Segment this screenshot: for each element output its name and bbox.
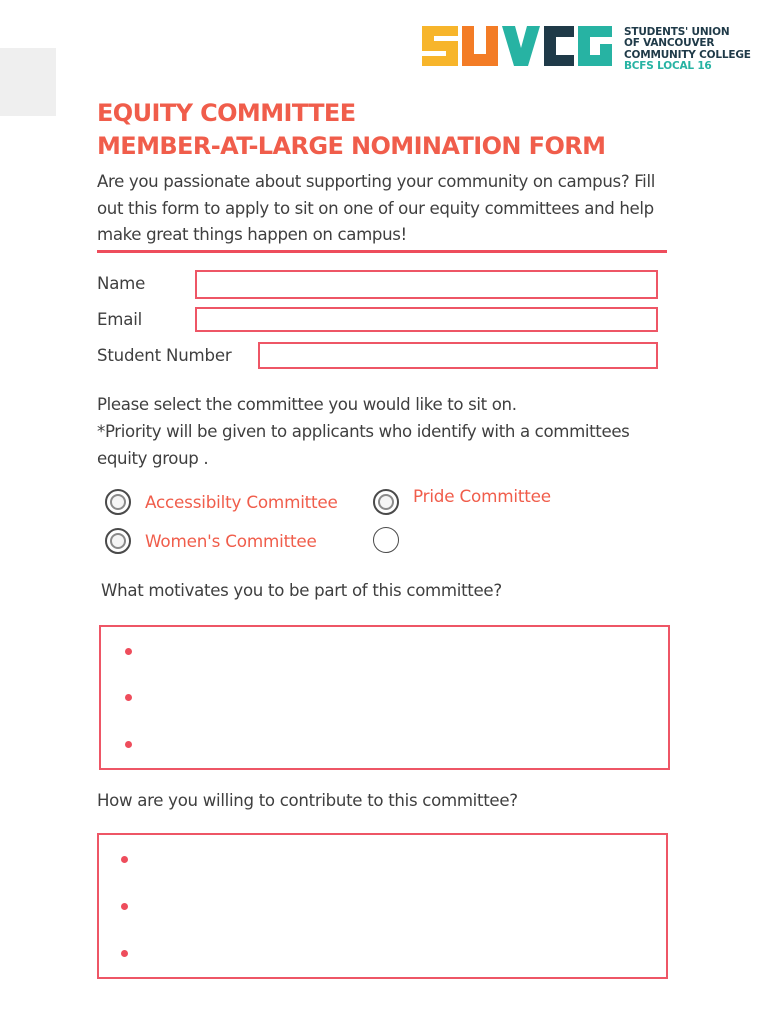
name-field[interactable]: [195, 270, 658, 299]
email-field[interactable]: [195, 307, 658, 332]
title-line-2: MEMBER-AT-LARGE NOMINATION FORM: [97, 132, 606, 160]
motivation-answer-box[interactable]: [99, 625, 670, 770]
logo-text: [624, 27, 751, 73]
other-committee-radio[interactable]: [373, 527, 399, 553]
logo-line-2: OF VANCOUVER: [624, 37, 715, 50]
accessibility-committee-label: Accessibilty Committee: [145, 492, 338, 512]
bullet-icon: [121, 950, 128, 957]
email-label: Email: [97, 310, 143, 329]
intro-divider: [97, 250, 667, 253]
suvcc-logo: [422, 26, 751, 80]
committee-instructions: [97, 391, 657, 472]
suvcc-logo-mark-icon: [422, 26, 614, 66]
corner-tab: [0, 48, 56, 116]
pride-committee-label: Pride Committee: [413, 486, 551, 506]
page-title: [97, 97, 605, 163]
logo-line-1: STUDENTS' UNION: [624, 26, 730, 38]
student-number-label: Student Number: [97, 346, 232, 365]
womens-committee-label: Women's Committee: [145, 531, 317, 551]
logo-local: BCFS LOCAL 16: [624, 60, 712, 73]
bullet-icon: [121, 903, 128, 910]
bullet-icon: [125, 741, 132, 748]
instructions-line-2: *Priority will be given to applicants who identify with a committees equity group .: [97, 422, 630, 468]
accessibility-committee-radio[interactable]: [105, 489, 131, 515]
motivation-question: What motivates you to be part of this committee?: [101, 581, 502, 600]
bullet-icon: [121, 856, 128, 863]
pride-committee-radio[interactable]: [373, 489, 399, 515]
bullet-icon: [125, 694, 132, 701]
contribution-question: How are you willing to contribute to this committee?: [97, 791, 518, 810]
student-number-field[interactable]: [258, 342, 658, 369]
logo-line-3: COMMUNITY COLLEGE: [624, 48, 751, 61]
name-label: Name: [97, 274, 146, 293]
contribution-answer-box[interactable]: [97, 833, 668, 979]
bullet-icon: [125, 648, 132, 655]
intro-text: Are you passionate about supporting your community on campus? Fill out this form to apply to sit on one of our equity committees and help make great things happen on campus!: [97, 172, 655, 244]
instructions-line-1: Please select the committee you would like to sit on.: [97, 395, 517, 414]
title-line-1: EQUITY COMMITTEE: [97, 99, 356, 127]
womens-committee-radio[interactable]: [105, 528, 131, 554]
